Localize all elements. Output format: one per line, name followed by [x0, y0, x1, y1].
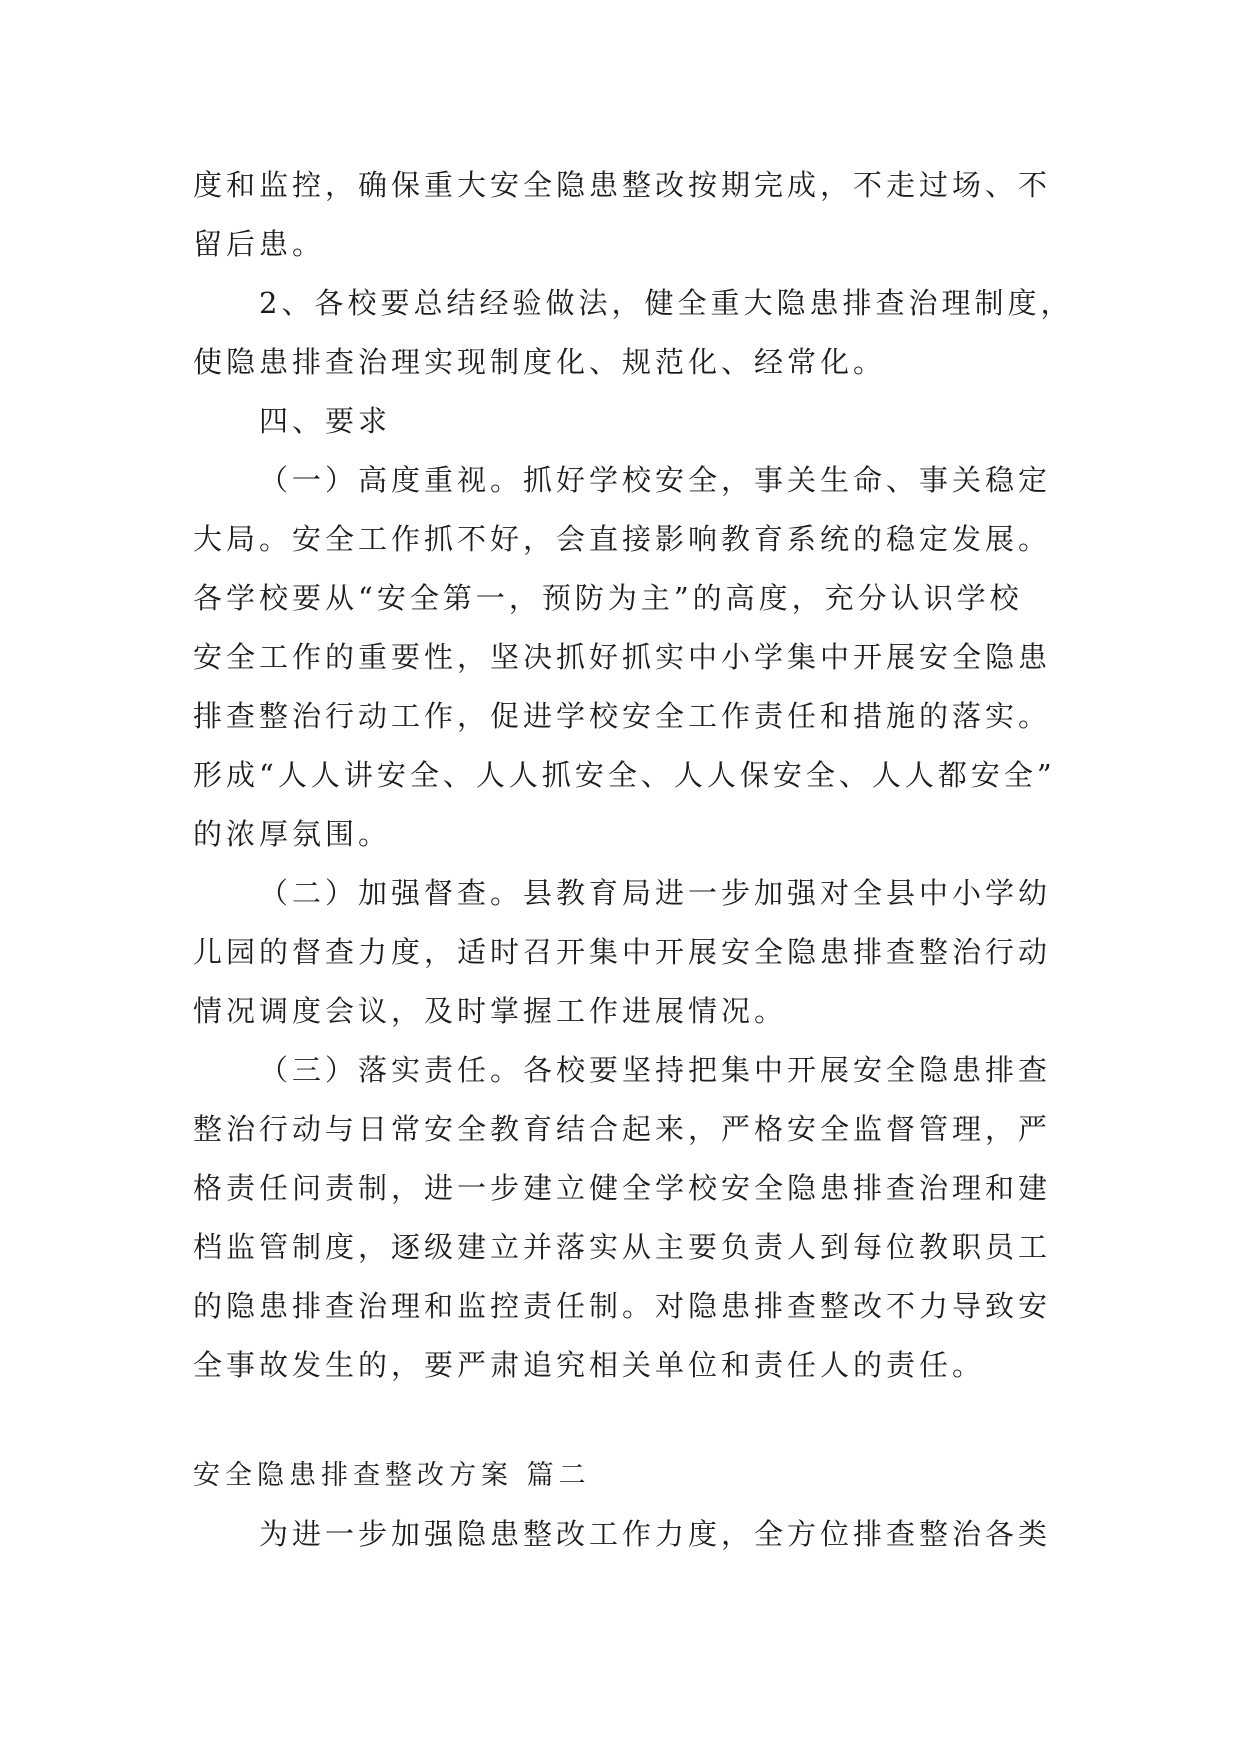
text-line: 大局。安全工作抓不好，会直接影响教育系统的稳定发展。	[193, 522, 1052, 556]
text-line: 使隐患排查治理实现制度化、规范化、经常化。	[193, 345, 887, 379]
paragraph-section-two-intro	[193, 1505, 1203, 1564]
section-two-title: 安全隐患排查整改方案 篇二	[193, 1460, 591, 1491]
text-line: （一）高度重视。抓好学校安全，事关生命、事关稳定	[259, 463, 1052, 497]
text-line: 儿园的督查力度，适时召开集中开展安全隐患排查整治行动	[193, 935, 1052, 969]
text-line: 全事故发生的，要严肃追究相关单位和责任人的责任。	[193, 1348, 986, 1382]
text-line: 各学校要从“安全第一，预防为主”的高度，充分认识学校	[193, 581, 1023, 615]
text-line: 形成“人人讲安全、人人抓安全、人人保安全、人人都安全”	[193, 758, 1056, 792]
text-line: 情况调度会议，及时掌握工作进展情况。	[193, 994, 788, 1028]
text-line: 四、要求	[259, 404, 392, 438]
document-body	[193, 156, 1203, 1564]
text-line: 留后患。	[193, 227, 326, 261]
section-heading-requirements	[193, 392, 1203, 451]
text-line: 度和监控，确保重大安全隐患整改按期完成，不走过场、不	[193, 168, 1052, 202]
text-line: 格责任问责制，进一步建立健全学校安全隐患排查治理和建	[193, 1171, 1052, 1205]
paragraph-requirement-1	[193, 451, 1203, 864]
text-line: 整治行动与日常安全教育结合起来，严格安全监督管理，严	[193, 1112, 1052, 1146]
paragraph-item-2	[193, 274, 1203, 392]
paragraph-requirement-2	[193, 864, 1203, 1041]
text-line: 安全工作的重要性，坚决抓好抓实中小学集中开展安全隐患	[193, 640, 1052, 674]
text-line: 档监管制度，逐级建立并落实从主要负责人到每位教职员工	[193, 1230, 1052, 1264]
text-line: （二）加强督查。县教育局进一步加强对全县中小学幼	[259, 876, 1052, 910]
text-line: 的隐患排查治理和监控责任制。对隐患排查整改不力导致安	[193, 1289, 1052, 1323]
text-line: 2、各校要总结经验做法，健全重大隐患排查治理制度，	[259, 286, 1074, 320]
text-line: 的浓厚氛围。	[193, 817, 392, 851]
paragraph-requirement-3	[193, 1041, 1203, 1395]
text-line: （三）落实责任。各校要坚持把集中开展安全隐患排查	[259, 1053, 1052, 1087]
text-line: 为进一步加强隐患整改工作力度，全方位排查整治各类	[259, 1517, 1052, 1551]
paragraph-continuation	[193, 156, 1203, 274]
text-line: 排查整治行动工作，促进学校安全工作责任和措施的落实。	[193, 699, 1052, 733]
